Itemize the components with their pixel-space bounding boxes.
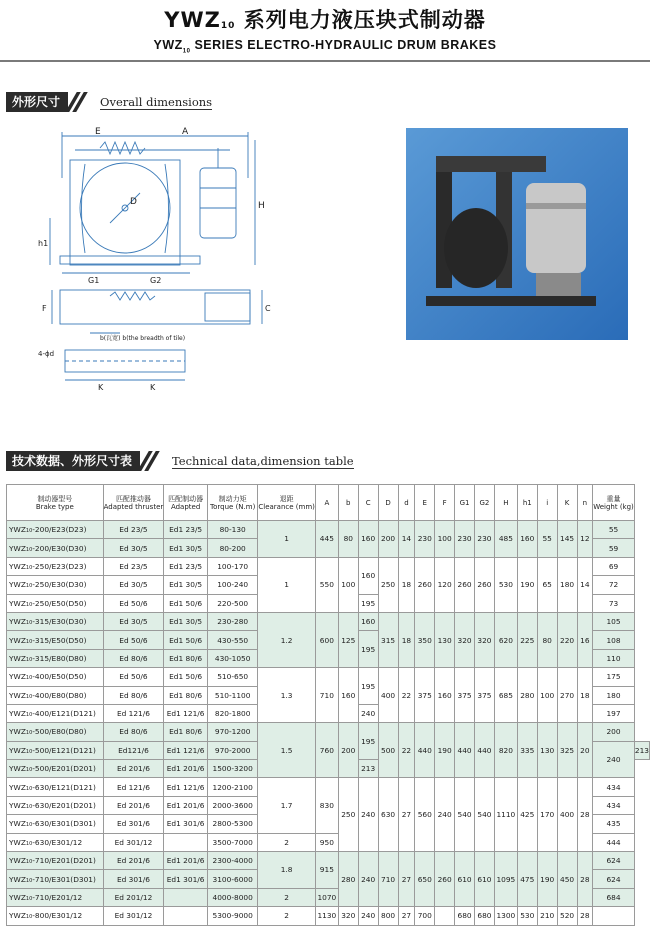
table-cell: YWZ10-250/E30(D30)	[7, 576, 104, 594]
table-cell: 105	[593, 612, 635, 630]
dim-label-h1: h1	[38, 239, 49, 248]
table-cell: 710	[378, 852, 398, 907]
table-cell: 108	[593, 631, 635, 649]
table-cell: 20	[577, 723, 593, 778]
dim-label-G2: G2	[150, 276, 162, 285]
table-cell: 27	[398, 852, 415, 907]
table-cell: 550	[315, 557, 338, 612]
table-cell: 620	[494, 612, 517, 667]
table-cell: 540	[475, 778, 495, 852]
table-cell: YWZ10-630/E301/12	[7, 833, 104, 851]
table-cell: 59	[593, 539, 635, 557]
table-cell: 240	[358, 852, 378, 907]
dim-label-F: F	[42, 304, 47, 313]
table-row	[7, 612, 650, 630]
table-cell: Ed 201/12	[103, 888, 164, 906]
table-cell: 1130	[315, 907, 338, 925]
table-cell: 18	[577, 668, 593, 723]
table-cell: YWZ10-200/E23(D23)	[7, 521, 104, 539]
table-cell: Ed1 121/6	[164, 704, 208, 722]
table-cell: 435	[593, 815, 635, 833]
table-cell: 1.3	[258, 668, 316, 723]
table-cell: YWZ10-315/E50(D50)	[7, 631, 104, 649]
table-cell: Ed1 301/6	[164, 815, 208, 833]
table-cell: Ed 301/6	[103, 870, 164, 888]
table-cell: 170	[537, 778, 557, 852]
table-cell: 800	[378, 907, 398, 925]
table-cell: 375	[415, 668, 435, 723]
table-cell: 240	[358, 907, 378, 925]
table-cell: YWZ10-400/E121(D121)	[7, 704, 104, 722]
table-cell: 530	[517, 907, 537, 925]
table-cell: YWZ10-630/E301(D301)	[7, 815, 104, 833]
table-cell: YWZ10-500/E80(D80)	[7, 723, 104, 741]
table-cell: 1300	[494, 907, 517, 925]
table-cell: 430-550	[208, 631, 258, 649]
table-cell: 375	[455, 668, 475, 723]
table-cell: 80	[338, 521, 358, 558]
table-cell: 260	[455, 557, 475, 612]
table-cell: 12	[577, 521, 593, 558]
table-cell: YWZ10-500/E121(D121)	[7, 741, 104, 759]
table-cell: Ed 121/6	[103, 778, 164, 796]
page-title-en: $YWZ_{10}$ SERIES ELECTRO-HYDRAULIC DRUM BRAKES	[153, 38, 497, 55]
table-cell: Ed 30/5	[103, 612, 164, 630]
section-technical-data	[6, 451, 354, 471]
table-cell: 260	[435, 852, 455, 907]
dimension-drawing	[0, 118, 300, 408]
table-cell: 1.5	[258, 723, 316, 778]
table-cell: 2	[258, 888, 316, 906]
table-cell: Ed 23/5	[103, 557, 164, 575]
table-cell: 684	[593, 888, 635, 906]
table-cell: 915	[315, 852, 338, 889]
table-cell: 240	[593, 741, 635, 778]
table-cell: 270	[557, 668, 577, 723]
table-cell: 485	[494, 521, 517, 558]
table-cell: 80-130	[208, 521, 258, 539]
table-cell: Ed1 23/5	[164, 557, 208, 575]
table-cell: 1.8	[258, 852, 316, 889]
table-cell: 120	[435, 557, 455, 612]
table-cell: 197	[593, 704, 635, 722]
table-cell: Ed 201/6	[103, 796, 164, 814]
table-cell: 160	[358, 612, 378, 630]
table-cell: 27	[398, 907, 415, 925]
table-cell: Ed1 80/6	[164, 723, 208, 741]
table-cell: 540	[455, 778, 475, 852]
table-cell	[164, 888, 208, 906]
table-cell: 175	[593, 668, 635, 686]
table-cell: Ed 201/6	[103, 760, 164, 778]
table-cell: 320	[338, 907, 358, 925]
table-cell: 230	[455, 521, 475, 558]
table-cell	[593, 907, 635, 925]
table-cell: 73	[593, 594, 635, 612]
table-cell: 1095	[494, 852, 517, 907]
table-cell: YWZ10-200/E30(D30)	[7, 539, 104, 557]
table-cell: Ed1 121/6	[164, 741, 208, 759]
table-cell: 160	[358, 557, 378, 594]
section-title-en: Overall dimensions	[100, 94, 213, 109]
table-cell: YWZ10-315/E30(D30)	[7, 612, 104, 630]
table-cell: 440	[455, 723, 475, 778]
dim-label-d: 4-ϕd	[38, 350, 55, 358]
table-cell: 160	[338, 668, 358, 723]
table-cell: 760	[315, 723, 338, 778]
table-cell: 4000-8000	[208, 888, 258, 906]
table-cell: 55	[537, 521, 557, 558]
table-header-row: 制动器型号 Brake type 匹配推动器 Adapted thruster 匹配制动器 Adapted 制动力矩 Torque (N.m) 退距 Clearance (mm) A b C D d E F G1 G2 H h1 i K n 重量 Weight (kg)	[7, 485, 650, 521]
table-cell: 18	[398, 557, 415, 612]
table-cell: 3500-7000	[208, 833, 258, 851]
section-title-en: Technical data,dimension table	[172, 453, 354, 468]
table-cell: 130	[435, 612, 455, 667]
table-cell: 125	[338, 612, 358, 667]
table-cell: 1500-3200	[208, 760, 258, 778]
table-cell: 100	[537, 668, 557, 723]
table-cell: 14	[398, 521, 415, 558]
table-cell: YWZ10-250/E23(D23)	[7, 557, 104, 575]
table-cell: Ed1 301/6	[164, 870, 208, 888]
table-cell	[164, 907, 208, 925]
slash-decoration	[140, 451, 158, 471]
table-row	[7, 723, 650, 741]
table-cell: 195	[358, 631, 378, 668]
dim-label-H: H	[258, 201, 265, 211]
table-cell: Ed1 201/6	[164, 852, 208, 870]
table-cell: 440	[415, 723, 435, 778]
table-cell: 240	[358, 778, 378, 852]
table-cell: 510-1100	[208, 686, 258, 704]
table-cell: 190	[537, 852, 557, 907]
slash-decoration	[68, 92, 86, 112]
table-cell: 250	[338, 778, 358, 852]
table-cell: Ed1 30/5	[164, 612, 208, 630]
table-cell: 970-2000	[208, 741, 258, 759]
table-cell: 434	[593, 796, 635, 814]
table-cell: Ed 80/6	[103, 649, 164, 667]
table-cell	[164, 833, 208, 851]
table-cell: 14	[577, 557, 593, 612]
table-cell: 160	[358, 521, 378, 558]
section-tab-cn: 外形尺寸	[6, 92, 68, 112]
table-cell: YWZ10-500/E201(D201)	[7, 760, 104, 778]
table-cell: Ed1 50/6	[164, 668, 208, 686]
table-cell: 213	[634, 741, 649, 759]
technical-data-table	[6, 484, 650, 926]
table-cell: 195	[358, 594, 378, 612]
table-cell: YWZ10-315/E80(D80)	[7, 649, 104, 667]
table-cell: 610	[455, 852, 475, 907]
table-cell: YWZ10-800/E301/12	[7, 907, 104, 925]
table-cell: 830	[315, 778, 338, 833]
table-cell: 3100-6000	[208, 870, 258, 888]
table-cell: 320	[455, 612, 475, 667]
brake-product-photo	[406, 128, 628, 340]
table-cell: 510-650	[208, 668, 258, 686]
table-cell: 335	[517, 723, 537, 778]
table-cell: 225	[517, 612, 537, 667]
table-cell: 820	[494, 723, 517, 778]
table-cell: YWZ10-710/E301(D301)	[7, 870, 104, 888]
dim-label-E: E	[95, 127, 101, 137]
table-cell: 600	[315, 612, 338, 667]
table-cell: 400	[557, 778, 577, 852]
table-cell: 28	[577, 852, 593, 907]
table-cell: Ed 30/5	[103, 539, 164, 557]
table-cell: 28	[577, 907, 593, 925]
table-cell: 610	[475, 852, 495, 907]
table-cell: 520	[557, 907, 577, 925]
table-cell: Ed1 201/6	[164, 796, 208, 814]
table-cell: Ed 30/5	[103, 576, 164, 594]
table-cell: 240	[358, 704, 378, 722]
table-cell: 400	[378, 668, 398, 723]
table-cell: 213	[358, 760, 378, 778]
table-cell: 280	[338, 852, 358, 907]
table-cell: 1.2	[258, 612, 316, 667]
table-cell: 72	[593, 576, 635, 594]
dim-label-b: b(瓦宽) b(the breadth of tile)	[100, 335, 186, 342]
table-cell: Ed1 201/6	[164, 760, 208, 778]
table-cell: 22	[398, 668, 415, 723]
table-cell: 22	[398, 723, 415, 778]
table-cell: YWZ10-250/E50(D50)	[7, 594, 104, 612]
table-cell: 65	[537, 557, 557, 612]
table-cell: YWZ10-400/E50(D50)	[7, 668, 104, 686]
table-cell: 145	[557, 521, 577, 558]
table-cell: 1200-2100	[208, 778, 258, 796]
table-cell: Ed1 121/6	[164, 778, 208, 796]
table-cell: 434	[593, 778, 635, 796]
table-cell: Ed 50/6	[103, 594, 164, 612]
table-cell: 230	[475, 521, 495, 558]
table-cell: Ed 301/12	[103, 907, 164, 925]
dim-label-K2: K	[150, 383, 156, 392]
dim-label-K1: K	[98, 383, 104, 392]
table-row	[7, 521, 650, 539]
table-cell: 444	[593, 833, 635, 851]
table-cell: 100	[435, 521, 455, 558]
table-cell: 180	[557, 557, 577, 612]
table-cell: 1.7	[258, 778, 316, 833]
dim-label-D: D	[130, 197, 137, 207]
table-cell: 130	[537, 723, 557, 778]
table-row	[7, 907, 650, 925]
table-cell: 195	[358, 668, 378, 705]
table-cell: 2300-4000	[208, 852, 258, 870]
table-cell: 375	[475, 668, 495, 723]
table-cell: 950	[315, 833, 338, 851]
table-cell: YWZ10-630/E201(D201)	[7, 796, 104, 814]
table-cell: 230	[415, 521, 435, 558]
table-cell: 475	[517, 852, 537, 907]
table-cell: 710	[315, 668, 338, 723]
table-cell: 650	[415, 852, 435, 907]
table-cell: YWZ10-710/E201(D201)	[7, 852, 104, 870]
table-cell: Ed1 30/5	[164, 539, 208, 557]
table-cell: 260	[475, 557, 495, 612]
table-cell	[435, 907, 455, 925]
section-tab-cn: 技术数据、外形尺寸表	[6, 451, 140, 471]
table-cell: 325	[557, 723, 577, 778]
table-cell: 1110	[494, 778, 517, 852]
table-cell: 110	[593, 649, 635, 667]
table-cell: 820-1800	[208, 704, 258, 722]
table-cell: 2000-3600	[208, 796, 258, 814]
table-cell: 624	[593, 870, 635, 888]
table-cell: Ed1 50/6	[164, 631, 208, 649]
table-cell: 55	[593, 521, 635, 539]
table-cell: 680	[475, 907, 495, 925]
table-cell: 16	[577, 612, 593, 667]
table-cell: 18	[398, 612, 415, 667]
table-cell: 700	[415, 907, 435, 925]
table-cell: Ed 50/6	[103, 668, 164, 686]
table-cell: 320	[475, 612, 495, 667]
table-cell: 220	[557, 612, 577, 667]
table-cell: 100	[338, 557, 358, 612]
table-cell: Ed 301/12	[103, 833, 164, 851]
table-cell: 1070	[315, 888, 338, 906]
table-cell: 200	[338, 723, 358, 778]
table-cell: 27	[398, 778, 415, 852]
table-cell: 190	[435, 723, 455, 778]
table-cell: Ed 23/5	[103, 521, 164, 539]
table-cell: 100-240	[208, 576, 258, 594]
dim-label-C: C	[265, 304, 271, 313]
section-overall-dimensions	[6, 92, 212, 112]
table-cell: Ed1 80/6	[164, 649, 208, 667]
table-cell: 685	[494, 668, 517, 723]
table-cell: Ed 301/6	[103, 815, 164, 833]
table-row	[7, 557, 650, 575]
table-cell: 200	[378, 521, 398, 558]
header-rule	[0, 60, 650, 62]
table-cell: 28	[577, 778, 593, 852]
table-cell: 630	[378, 778, 398, 852]
table-cell: 425	[517, 778, 537, 852]
table-cell: YWZ10-710/E201/12	[7, 888, 104, 906]
table-cell: 220-500	[208, 594, 258, 612]
table-cell: Ed1 80/6	[164, 686, 208, 704]
table-cell: 315	[378, 612, 398, 667]
table-cell: 2	[258, 907, 316, 925]
table-cell: 500	[378, 723, 398, 778]
table-cell: 195	[358, 723, 378, 760]
table-cell: 680	[455, 907, 475, 925]
table-cell: 560	[415, 778, 435, 852]
table-cell: 180	[593, 686, 635, 704]
table-cell: 2	[258, 833, 316, 851]
table-cell: 250	[378, 557, 398, 612]
table-cell: Ed 80/6	[103, 686, 164, 704]
table-cell: 430-1050	[208, 649, 258, 667]
table-cell: 160	[435, 668, 455, 723]
table-cell: YWZ10-400/E80(D80)	[7, 686, 104, 704]
table-cell: 350	[415, 612, 435, 667]
table-cell: 445	[315, 521, 338, 558]
table-cell: Ed1 30/5	[164, 576, 208, 594]
dim-label-A: A	[182, 127, 189, 137]
table-cell: Ed1 23/5	[164, 521, 208, 539]
table-row	[7, 668, 650, 686]
table-cell: 69	[593, 557, 635, 575]
table-cell: 440	[475, 723, 495, 778]
table-cell: 1	[258, 521, 316, 558]
table-cell: 190	[517, 557, 537, 612]
page-title-cn: $YWZ_{10}$ 系列电力液压块式制动器	[164, 8, 486, 32]
table-row	[7, 852, 650, 870]
table-cell: 80-200	[208, 539, 258, 557]
table-cell: Ed 201/6	[103, 852, 164, 870]
table-cell: 280	[517, 668, 537, 723]
table-row	[7, 778, 650, 796]
table-cell: 530	[494, 557, 517, 612]
table-cell: 200	[593, 723, 635, 741]
table-cell: Ed1 50/6	[164, 594, 208, 612]
table-body	[7, 521, 650, 926]
table-cell: 1	[258, 557, 316, 612]
table-cell: 80	[537, 612, 557, 667]
table-cell: 230-280	[208, 612, 258, 630]
dim-label-G1: G1	[88, 276, 100, 285]
table-cell: 2800-5300	[208, 815, 258, 833]
table-cell: Ed 50/6	[103, 631, 164, 649]
table-cell: 210	[537, 907, 557, 925]
table-cell: YWZ10-630/E121(D121)	[7, 778, 104, 796]
table-cell: 160	[517, 521, 537, 558]
table-cell: 624	[593, 852, 635, 870]
table-cell: 240	[435, 778, 455, 852]
table-cell: 100-170	[208, 557, 258, 575]
table-cell: 450	[557, 852, 577, 907]
table-cell: 260	[415, 557, 435, 612]
table-cell: 5300-9000	[208, 907, 258, 925]
table-cell: Ed121/6	[103, 741, 164, 759]
table-cell: Ed 121/6	[103, 704, 164, 722]
table-cell: 970-1200	[208, 723, 258, 741]
table-cell: Ed 80/6	[103, 723, 164, 741]
